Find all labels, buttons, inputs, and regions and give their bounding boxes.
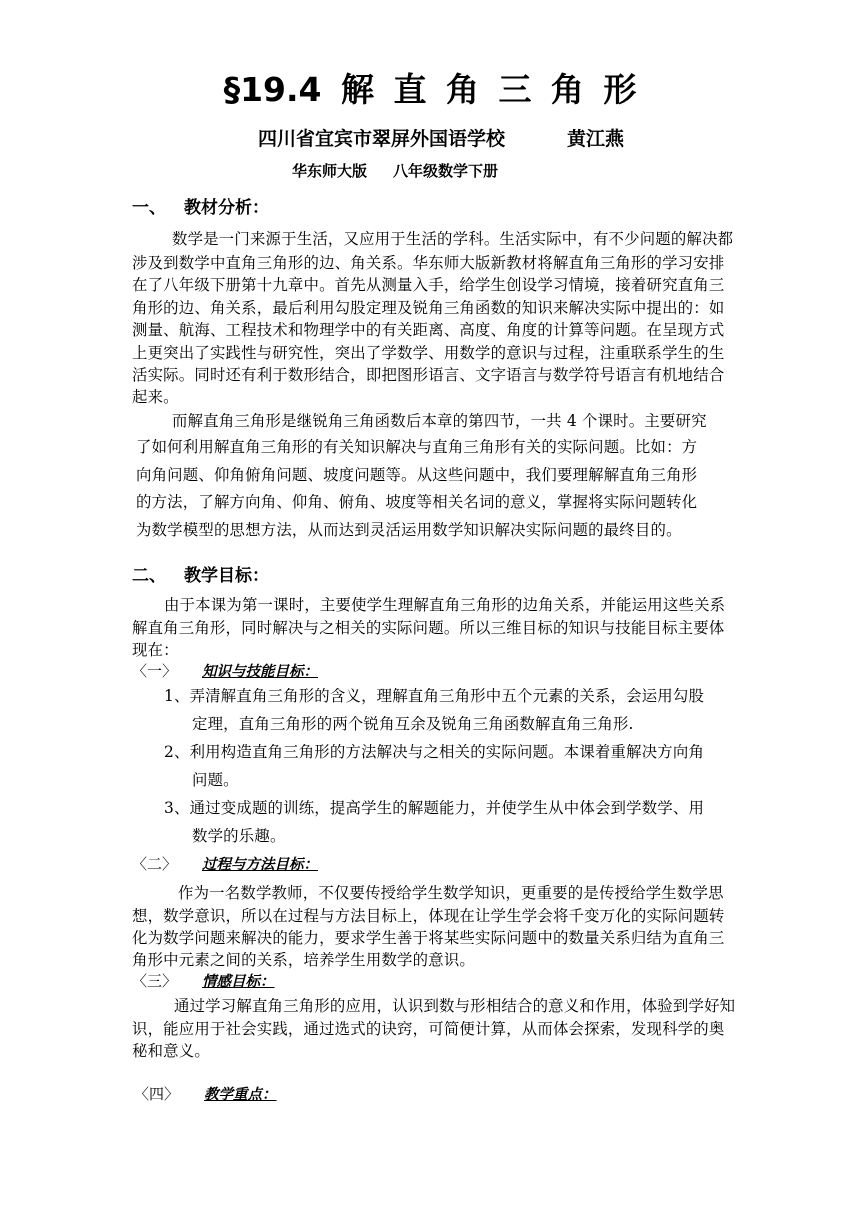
subsection-key-points: [134, 1083, 277, 1104]
school-name: 四川省宜宾市翠屏外国语学校: [258, 128, 506, 150]
paragraph-line: 的方法，了解方向角、仰角、俯角、坡度等相关名词的意义，掌握将实际问题转化: [136, 493, 698, 511]
paragraph-line: 现在：: [132, 641, 179, 659]
paragraph-line: 数学是一门来源于生活，又应用于生活的学科。生活实际中，有不少问题的解决都: [172, 230, 734, 248]
paragraph-line: 识，能应用于社会实践，通过选式的诀窍，可简便计算，从而体会探索，发现科学的奥: [132, 1020, 725, 1038]
list-item: 2、利用构造直角三角形的方法解决与之相关的实际问题。本课着重解决方向角: [164, 743, 705, 761]
section-number: 一、: [132, 198, 166, 218]
subsection-title: 情感目标：: [202, 974, 275, 990]
paragraph-line: 涉及到数学中直角三角形的边、角关系。华东师大版新教材将解直角三角形的学习安排: [132, 254, 725, 272]
subsection-process: [132, 853, 318, 874]
paragraph-line: 通过学习解直角三角形的应用，认识到数与形相结合的意义和作用，体验到学好知: [174, 997, 736, 1015]
list-item-cont: 定理，直角三角形的两个锐角互余及锐角三角函数解直角三角形.: [192, 715, 634, 733]
subsection-emotion: [132, 970, 275, 991]
list-item-cont: 数学的乐趣。: [192, 827, 286, 845]
page-title: §19.4 解 直 角 三 角 形: [223, 70, 637, 109]
paragraph-line: 想，数学意识，所以在过程与方法目标上，体现在让学生学会将千变万化的实际问题转: [132, 907, 725, 925]
author-line: [258, 124, 624, 151]
subsection-knowledge: [132, 660, 318, 681]
paragraph-line: 测量、航海、工程技术和物理学中的有关距离、高度、角度的计算等问题。在呈现方式: [132, 321, 725, 339]
author-name: 黄江燕: [567, 128, 625, 150]
section-title: 教材分析：: [184, 198, 269, 218]
subsection-label: 〈二〉: [132, 855, 178, 873]
edition-line: [292, 160, 498, 181]
paragraph-line: 化为数学问题来解决的能力，要求学生善于将某些实际问题中的数量关系归结为直角三: [132, 929, 725, 947]
subsection-label: 〈三〉: [132, 972, 178, 990]
paragraph-line: 而解直角三角形是继锐角三角函数后本章的第四节，一共 4 个课时。主要研究: [172, 412, 707, 430]
paragraph-line: 在了八年级下册第十九章中。首先从测量入手，给学生创设学习情境，接着研究直角三: [132, 276, 725, 294]
subsection-label: 〈四〉: [134, 1085, 180, 1103]
list-item-cont: 问题。: [192, 771, 239, 789]
paragraph-line: 了如何利用解直角三角形的有关知识解决与直角三角形有关的实际问题。比如：方: [136, 438, 698, 456]
subsection-label: 〈一〉: [132, 662, 178, 680]
paragraph-line: 上更突出了实践性与研究性，突出了学数学、用数学的意识与过程，注重联系学生的生: [132, 344, 725, 362]
section-heading-objectives: [132, 561, 269, 586]
subsection-title: 教学重点：: [204, 1087, 277, 1103]
paragraph-line: 为数学模型的思想方法，从而达到灵活运用数学知识解决实际问题的最终目的。: [136, 521, 682, 539]
list-item: 1、弄清解直角三角形的含义，理解直角三角形中五个元素的关系，会运用勾股: [164, 687, 705, 705]
section-title: 教学目标：: [184, 566, 269, 586]
list-item: 3、通过变成题的训练，提高学生的解题能力，并使学生从中体会到学数学、用: [164, 799, 705, 817]
edition: 华东师大版: [292, 162, 368, 180]
paragraph-line: 向角问题、仰角俯角问题、坡度问题等。从这些问题中，我们要理解解直角三角形: [136, 466, 698, 484]
section-heading-analysis: [132, 193, 269, 218]
paragraph-line: 角形中元素之间的关系，培养学生用数学的意识。: [132, 951, 475, 969]
section-number: 二、: [132, 566, 166, 586]
paragraph-line: 作为一名数学教师，不仅要传授给学生数学知识，更重要的是传授给学生数学思: [178, 884, 724, 902]
paragraph-line: 由于本课为第一课时，主要使学生理解直角三角形的边角关系，并能运用这些关系: [164, 596, 726, 614]
subsection-title: 过程与方法目标：: [202, 857, 318, 873]
paragraph-line: 角形的边、角关系，最后利用勾股定理及锐角三角函数的知识来解决实际中提出的：如: [132, 299, 725, 317]
paragraph-line: 秘和意义。: [132, 1042, 210, 1060]
paragraph-line: 起来。: [132, 388, 179, 406]
paragraph-line: 活实际。同时还有利于数形结合，即把图形语言、文字语言与数学符号语言有机地结合: [132, 366, 725, 384]
paragraph-line: 解直角三角形，同时解决与之相关的实际问题。所以三维目标的知识与技能目标主要体: [132, 619, 725, 637]
grade: 八年级数学下册: [393, 162, 499, 180]
subsection-title: 知识与技能目标：: [202, 664, 318, 680]
